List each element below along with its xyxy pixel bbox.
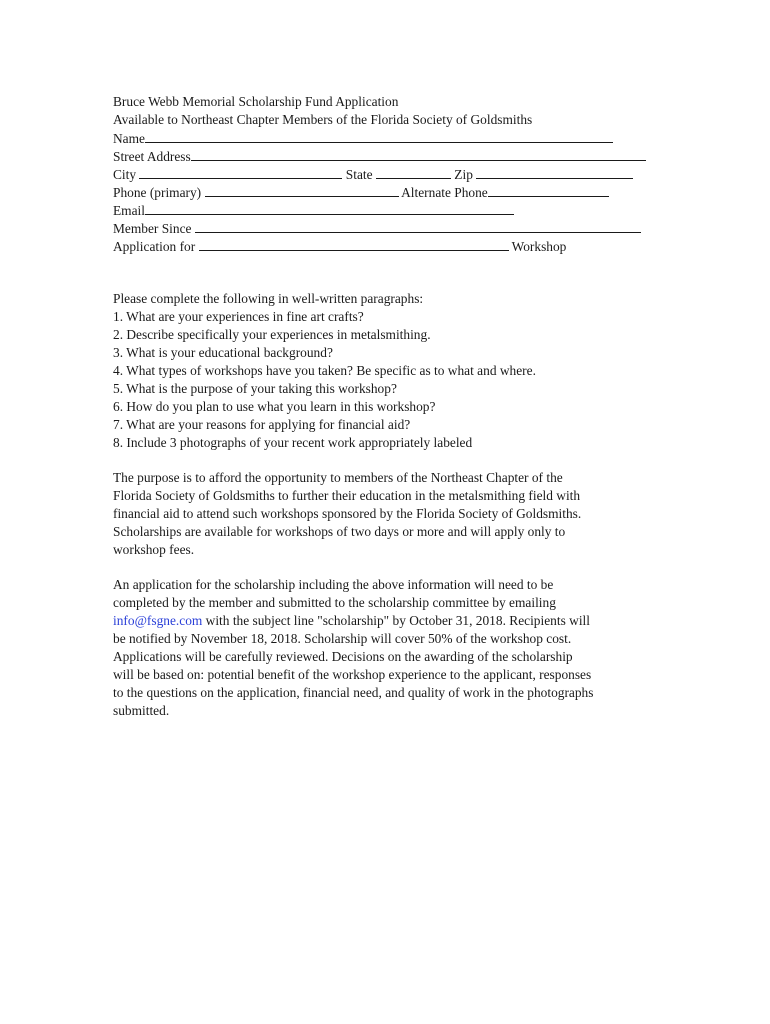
city-label: City bbox=[113, 167, 137, 182]
name-row bbox=[113, 129, 673, 147]
question-item: 3. What is your educational background? bbox=[113, 345, 333, 360]
name-field[interactable] bbox=[145, 129, 613, 143]
purpose-line: workshop fees. bbox=[113, 542, 195, 557]
question-item: 7. What are your reasons for applying for financial aid? bbox=[113, 417, 411, 432]
phone-row bbox=[113, 183, 673, 201]
question-item: 2. Describe specifically your experiences in metalsmithing. bbox=[113, 327, 431, 342]
city-field[interactable] bbox=[139, 165, 342, 179]
document-title: Bruce Webb Memorial Scholarship Fund Application bbox=[113, 94, 399, 109]
email-link[interactable]: info@fsgne.com bbox=[113, 613, 203, 628]
member-since-field[interactable] bbox=[195, 219, 641, 233]
workshop-suffix: Workshop bbox=[511, 239, 567, 254]
alt-phone-field[interactable] bbox=[488, 183, 609, 197]
application-line: Applications will be carefully reviewed. Decisions on the awarding of the scholarship bbox=[113, 649, 573, 664]
application-line: completed by the member and submitted to the scholarship committee by emailing bbox=[113, 595, 556, 610]
application-for-label: Application for bbox=[113, 239, 196, 254]
application-line: to the questions on the application, financial need, and quality of work in the photographs bbox=[113, 685, 594, 700]
zip-label: Zip bbox=[454, 167, 473, 182]
application-line: will be based on: potential benefit of the workshop experience to the applicant, responses bbox=[113, 667, 592, 682]
email-field[interactable] bbox=[145, 201, 514, 215]
application-line: be notified by November 18, 2018. Scholarship will cover 50% of the workshop cost. bbox=[113, 631, 572, 646]
question-item: 5. What is the purpose of your taking this workshop? bbox=[113, 381, 397, 396]
questions-intro: Please complete the following in well-written paragraphs: bbox=[113, 291, 424, 306]
state-field[interactable] bbox=[376, 165, 451, 179]
question-item: 4. What types of workshops have you taken? Be specific as to what and where. bbox=[113, 363, 536, 378]
application-line: submitted. bbox=[113, 703, 170, 718]
application-paragraph bbox=[113, 576, 673, 720]
zip-field[interactable] bbox=[476, 165, 633, 179]
street-label: Street Address bbox=[113, 149, 191, 164]
alt-phone-label: Alternate Phone bbox=[401, 185, 488, 200]
purpose-line: financial aid to attend such workshops sponsored by the Florida Society of Goldsmiths. bbox=[113, 506, 582, 521]
name-label: Name bbox=[113, 131, 145, 146]
purpose-line: Florida Society of Goldsmiths to further their education in the metalsmithing field with bbox=[113, 488, 581, 503]
document-subtitle: Available to Northeast Chapter Members of the Florida Society of Goldsmiths bbox=[113, 112, 533, 127]
purpose-line: Scholarships are available for workshops of two days or more and will apply only to bbox=[113, 524, 566, 539]
application-line: An application for the scholarship including the above information will need to be bbox=[113, 577, 554, 592]
application-for-field[interactable] bbox=[199, 237, 509, 251]
application-line-tail: with the subject line "scholarship" by October 31, 2018. Recipients will bbox=[202, 613, 590, 628]
question-item: 1. What are your experiences in fine art crafts? bbox=[113, 309, 364, 324]
purpose-line: The purpose is to afford the opportunity to members of the Northeast Chapter of the bbox=[113, 470, 563, 485]
application-line-with-email bbox=[113, 612, 673, 630]
street-row bbox=[113, 147, 673, 165]
document-page bbox=[113, 93, 673, 720]
city-row bbox=[113, 165, 673, 183]
question-item: 6. How do you plan to use what you learn in this workshop? bbox=[113, 399, 436, 414]
phone-label: Phone (primary) bbox=[113, 185, 202, 200]
email-label: Email bbox=[113, 203, 145, 218]
application-for-row bbox=[113, 237, 673, 255]
member-since-row bbox=[113, 219, 673, 237]
state-label: State bbox=[345, 167, 373, 182]
question-item: 8. Include 3 photographs of your recent work appropriately labeled bbox=[113, 435, 473, 450]
email-row bbox=[113, 201, 673, 219]
phone-field[interactable] bbox=[205, 183, 399, 197]
street-field[interactable] bbox=[191, 147, 646, 161]
member-since-label: Member Since bbox=[113, 221, 192, 236]
purpose-paragraph bbox=[113, 469, 673, 559]
